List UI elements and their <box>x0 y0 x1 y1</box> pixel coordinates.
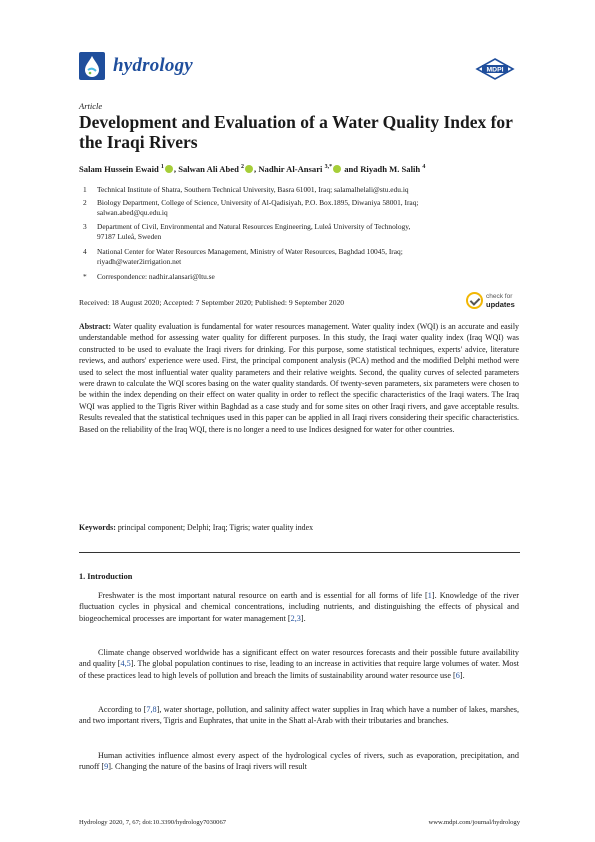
paragraph-text: Freshwater is the most important natural resource on earth and is essential for all forms of life [ <box>98 591 428 600</box>
section-divider <box>79 552 520 553</box>
reference-link[interactable]: 7,8 <box>146 705 157 714</box>
paragraph-text: ]. <box>459 670 465 680</box>
check-for-updates-button[interactable] <box>466 291 520 311</box>
orcid-icon[interactable] <box>245 165 253 173</box>
author-affiliation-mark: 2 <box>241 164 245 171</box>
paragraph-text: Climate change observed worldwide has a significant effect on water resources forecasts and their possible future availability and quality [ <box>79 648 519 669</box>
author-list: Salam Hussein Ewaid $^1$ , Salwan Ali Abed $^2$ , Nadhir Al-Ansari $^{3,*}$ and Riyadh M. Salih $^4$ <box>79 164 426 174</box>
author-name: and Riyadh M. Salih <box>344 164 421 174</box>
affiliation-line: salwan.abed@qu.edu.iq <box>97 208 168 217</box>
check-updates-line2: updates <box>486 300 515 309</box>
affiliation-line: riyadh@water2irrigation.net <box>97 257 182 266</box>
affiliation-line: National Center for Water Resources Management, Ministry of Water Resources, Baghdad 10045, Iraq; <box>97 247 403 256</box>
affiliation-line: Technical Institute of Shatra, Southern Technical University, Basra 61001, Iraq; salamalhelali@stu.edu.iq <box>97 185 409 194</box>
article-type: Article <box>79 101 103 111</box>
reference-link[interactable]: 2,3 <box>290 613 301 623</box>
reference-link[interactable]: 9 <box>104 762 109 772</box>
orcid-icon[interactable] <box>333 165 341 173</box>
publication-dates: Received: 18 August 2020; Accepted: 7 September 2020; Published: 9 September 2020 <box>79 298 345 307</box>
reference-link[interactable]: 4,5 <box>120 659 131 669</box>
intro-paragraph-1 <box>79 590 519 624</box>
intro-paragraph-2 <box>79 647 519 681</box>
journal-name: hydrology <box>113 55 193 76</box>
affiliation-line: Correspondence: nadhir.alansari@ltu.se <box>97 272 215 281</box>
keywords <box>79 523 519 532</box>
mdpi-logo-icon <box>475 58 515 80</box>
paragraph-text: Human activities influence almost every aspect of the hydrological cycles of rivers, such as evaporation, precipitation, and runoff [ <box>79 751 519 772</box>
intro-paragraph-3 <box>79 704 519 727</box>
affiliation-line: 97187 Luleå, Sweden <box>97 232 162 241</box>
check-updates-icon <box>466 292 483 309</box>
abstract <box>79 321 519 435</box>
paragraph-text: According to [ <box>98 705 147 714</box>
paper-title: Development and Evaluation of a Water Quality Index for the Iraqi Rivers <box>79 112 513 152</box>
svg-text:MDPI: MDPI <box>486 66 504 74</box>
abstract-label: Abstract: <box>79 322 111 331</box>
affiliation-number: 1 <box>83 185 87 194</box>
keywords-text: principal component; Delphi; Iraq; Tigris; water quality index <box>117 523 314 532</box>
paragraph-text: ]. <box>300 613 306 623</box>
journal-url-link[interactable]: www.mdpi.com/journal/hydrology <box>428 819 520 826</box>
author-name: Salam Hussein Ewaid <box>79 164 159 174</box>
abstract-text: Water quality evaluation is fundamental for water resources management. Water quality index (WQI) is an accurate and easily understandable method for assessing water quality for different purposes. In this study, the Iraqi water quality index (Iraq WQI) was constructed to be used to evaluate the Iraqi rivers for drinking. For this purpose, some statistical techniques, experts' advice, literature reviews, and authors' experience were used. First, the principal component analysis (PCA) method and the modified Delphi method were used to select the most influential water quality parameters and their relative weights. Second, the quality curves of selected parameters were drawn to calculate the WQI scores basing on the water quality standards. Of twenty-seven parameters, six parameters were chosen to be within the index depending on their effect on water quality in order to reflect the specific characteristics of the Iraqi waters. The Iraq WQI was applied to the Tigris River within Baghdad as a case study and for some sites on other Iraqi rivers, and gave acceptable results. Results revealed that the statistical techniques used in this paper can be applied in all Iraqi rivers considering their specific characteristics. Based on the reliability of the Iraq WQI, there is no longer a need to use Indices designed for water for other countries. <box>79 322 519 434</box>
author-affiliation-mark: 3,* <box>324 164 333 171</box>
affiliation-number: 3 <box>83 222 87 231</box>
paragraph-text: ], water shortage, pollution, and salinity affect water supplies in Iraq which have a number of lakes, marshes, and two important rivers, Tigris and Euphrates, that unite in the Shatt al-Arab with their tributaries and branches. <box>79 705 519 726</box>
affiliation-line: Biology Department, College of Science, University of Al-Qadisiyah, P.O. Box.1895, Diwaniya 58001, Iraq; <box>97 198 419 207</box>
keywords-label: Keywords: <box>79 523 116 532</box>
orcid-icon[interactable] <box>165 165 173 173</box>
reference-link[interactable]: 1 <box>427 591 432 600</box>
check-updates-line1: check for <box>486 293 513 300</box>
affiliation-number: 4 <box>83 247 87 256</box>
journal-logo-icon <box>79 52 105 80</box>
paragraph-text: ]. Knowledge of the river fluctuation cycles in physical and chemical concentrations, including nutrients, and distinguishing the effects of physical and biogeochemical processes are important for water management [ <box>79 591 520 623</box>
affiliation-number: 2 <box>83 198 87 207</box>
intro-paragraph-4 <box>79 750 519 773</box>
author-affiliation-mark: 1 <box>160 164 164 171</box>
affiliation-line: Department of Civil, Environmental and Natural Resources Engineering, Luleå University of Technology, <box>97 222 411 231</box>
section-heading: 1. Introduction <box>79 572 133 581</box>
author-name: Nadhir Al-Ansari <box>258 164 323 174</box>
reference-link[interactable]: 6 <box>455 670 460 680</box>
affiliation-number: * <box>83 272 87 281</box>
paragraph-text: ]. Changing the nature of the basins of Iraqi rivers will result <box>108 762 307 772</box>
paragraph-text: ]. The global population continues to rise, leading to an increase in activities that require large volumes of water. Most of these practices lead to high levels of pollution and breach the limits of sustainability around water resource use [ <box>79 659 519 680</box>
citation-footer: Hydrology 2020, 7, 67; doi:10.3390/hydrology7030067 <box>79 819 227 826</box>
author-affiliation-mark: 4 <box>422 164 426 171</box>
author-name: Salwan Ali Abed <box>178 164 239 174</box>
